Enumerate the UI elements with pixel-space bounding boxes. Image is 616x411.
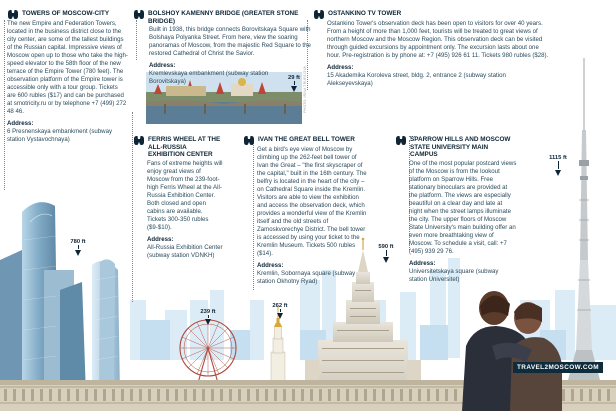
address-label: Address:	[7, 120, 34, 127]
arrow-down-icon	[555, 170, 561, 176]
section-text: The new Empire and Federation Towers, located in the business district close to the city center, are some of the tallest buildings of the Russian capital. Impressive views of Moscow open up to those who take the high-speed elevator to the 58th floor of the new terrace of the Empire Tower (780 feet). The observation platform of the Empire tower is accessible only with a tour group. Tickets are 600 rubles ($17) and can be purchased at smotricity.ru or by telephone +7 (499) 272 48 46.	[7, 20, 128, 115]
railing-baluster	[355, 389, 358, 401]
railing-baluster	[121, 389, 124, 401]
address-label: Address:	[257, 262, 284, 269]
arrow-down-icon	[383, 257, 389, 263]
arrow-down-icon	[291, 86, 297, 92]
railing-baluster	[436, 389, 439, 401]
marker-stem	[78, 245, 79, 249]
railing-baluster	[337, 389, 340, 401]
address-text: Universitetskaya square (subway station Universitet)	[409, 267, 499, 283]
binoculars-icon	[395, 136, 407, 145]
railing-baluster	[310, 389, 313, 401]
railing-baluster	[220, 389, 223, 401]
railing-baluster	[157, 389, 160, 401]
railing-baluster	[238, 389, 241, 401]
marker-stem	[280, 309, 281, 312]
railing-baluster	[130, 389, 133, 401]
railing-baluster	[580, 389, 583, 401]
railing-baluster	[31, 389, 34, 401]
railing-baluster	[301, 389, 304, 401]
marker-stem	[558, 161, 559, 169]
section-title: IVAN THE GREAT BELL TOWER	[258, 136, 355, 143]
railing-baluster	[193, 389, 196, 401]
railing-baluster	[589, 389, 592, 401]
railing-baluster	[229, 389, 232, 401]
address-label: Address:	[149, 62, 176, 70]
railing-baluster	[400, 389, 403, 401]
railing-baluster	[364, 389, 367, 401]
height-label: 262 ft	[272, 303, 288, 309]
railing-baluster	[319, 389, 322, 401]
section-title: OSTANKINO TV TOWER	[328, 10, 402, 17]
railing-baluster	[427, 389, 430, 401]
railing-baluster	[139, 389, 142, 401]
railing-baluster	[22, 389, 25, 401]
photo-credit: PHOTO: IRINA TRUFILOVA	[303, 66, 307, 113]
marker-stem	[386, 250, 387, 256]
railing-baluster	[409, 389, 412, 401]
railing-baluster	[256, 389, 259, 401]
binoculars-icon	[133, 136, 145, 145]
address-text: 6 Presnenskaya embankment (subway station Vystavochnaya)	[7, 128, 113, 143]
section-text: Ostankino Tower's observation deck has been open to visitors for over 40 years. From a height of more than 1,000 feet, tourists will be treated to great views of northern Moscow and the Moscow Region. This observation deck can be visited through guided excursions by appointment only. The excursion lasts about one hour. Pre-registration is by phone at: +7 (495) 926 61 11. Tickets 980 rubles ($28).	[327, 20, 549, 59]
binoculars-icon	[133, 10, 145, 19]
railing-baluster	[571, 389, 574, 401]
railing-baluster	[49, 389, 52, 401]
height-label: 590 ft	[378, 244, 394, 250]
section-text: Get a bird's eye view of Moscow by climbing up the 262-feet bell tower of Ivan the Great – "the first skyscraper of the capital," built in the 16th century. The belfry is located in the heart of the city – on Cathedral Square inside the Kremlin. Visitors are able to view the exhibition and access the observation deck, which provides a wonderful view of the Kremlin itself and the old streets of Zamoskvorechye District. The bell tower is accessed by using your ticket to the Kremlin Museum. Tickets 500 rubles ($14).	[257, 146, 367, 257]
height-marker-bell	[268, 303, 292, 319]
couple-photo	[452, 286, 564, 411]
height-marker-bridge	[282, 75, 306, 92]
moscow-city-towers	[0, 202, 120, 395]
railing-baluster	[598, 389, 601, 401]
height-label: 1115 ft	[549, 155, 567, 161]
connector-line	[4, 20, 5, 190]
address-text: Kremlevskaya embankment (subway station Borovitskaya)	[149, 70, 269, 86]
binoculars-icon	[313, 10, 325, 19]
height-label: 239 ft	[200, 309, 216, 315]
railing-baluster	[607, 389, 610, 401]
section-ostankino	[313, 10, 549, 88]
address-text: Kremlin, Sobornaya square (subway station Okhotny Ryad)	[257, 270, 356, 285]
section-title: SPARROW HILLS AND MOSCOW STATE UNIVERSITY MAIN CAMPUS	[410, 136, 511, 159]
railing-baluster	[274, 389, 277, 401]
section-title: FERRIS WHEEL AT THE ALL-RUSSIA EXHIBITION CENTER	[148, 136, 221, 159]
height-marker-mgu	[374, 244, 398, 263]
railing-baluster	[94, 389, 97, 401]
arrow-down-icon	[75, 250, 81, 256]
railing-baluster	[346, 389, 349, 401]
binoculars-icon	[243, 136, 255, 145]
section-text: Built in 1938, this bridge connects Borovitskaya Square with Bolshaya Polyanka Street. From here, view the soaring panoramas of Moscow, from the majestic Red Square to the restored Cathedral of Christ the Savior.	[149, 26, 311, 58]
ferris-wheel	[180, 320, 236, 390]
railing-baluster	[103, 389, 106, 401]
railing-baluster	[175, 389, 178, 401]
railing-baluster	[211, 389, 214, 401]
railing-baluster	[76, 389, 79, 401]
marker-stem	[294, 81, 295, 85]
arrow-down-icon	[277, 313, 283, 319]
railing-baluster	[58, 389, 61, 401]
railing-baluster	[247, 389, 250, 401]
section-text: One of the most popular postcard views of the Moscow is from the lookout platform on Sparrow Hills. Free stationary binoculars are provided at the platform. The views are especially beautiful on a clear day and late at night when the street lamps illuminate the city. The upper floors of Moscow State University's main building offer an even more breathtaking view of Moscow. To schedule a visit, call: +7 (495) 939 29 76.	[409, 159, 517, 255]
height-label: 780 ft	[70, 239, 86, 245]
railing-baluster	[373, 389, 376, 401]
railing-baluster	[292, 389, 295, 401]
section-title: TOWERS OF MOSCOW-CITY	[22, 10, 110, 17]
height-marker-wheel	[196, 309, 220, 325]
brand-label: TRAVEL2MOSCOW.COM	[513, 362, 603, 373]
section-text: Fans of extreme heights will enjoy great views of Moscow from the 239-foot-high Ferris Wheel at the All-Russia Exhibition Center. Both closed and open cabins are available. Tickets 300-350 rubles ($9-$10).	[147, 159, 223, 231]
binoculars-icon	[7, 10, 19, 19]
arrow-down-icon	[205, 319, 211, 325]
section-ferris-wheel	[133, 136, 223, 260]
address-label: Address:	[409, 259, 436, 267]
address-text: 15 Akademika Koroleva street, bldg. 2, entrance 2 (subway station Alekseyevskaya)	[327, 72, 506, 87]
railing-baluster	[166, 389, 169, 401]
height-marker-moscow-city	[66, 239, 90, 256]
marker-stem	[208, 315, 209, 318]
railing-baluster	[202, 389, 205, 401]
railing-baluster	[418, 389, 421, 401]
railing-baluster	[283, 389, 286, 401]
address-text: All-Russia Exhibition Center (subway station VDNKH)	[147, 243, 223, 259]
railing-baluster	[67, 389, 70, 401]
section-bell-tower	[243, 136, 369, 286]
section-title: BOLSHOY KAMENNY BRIDGE (GREATER STONE BRIDGE)	[148, 10, 299, 25]
section-moscow-city	[7, 10, 128, 144]
railing-baluster	[265, 389, 268, 401]
railing-baluster	[85, 389, 88, 401]
railing-baluster	[184, 389, 187, 401]
railing-baluster	[328, 389, 331, 401]
section-sparrow-hills	[395, 136, 517, 284]
railing-baluster	[445, 389, 448, 401]
railing-baluster	[13, 389, 16, 401]
railing-baluster	[4, 389, 7, 401]
railing-baluster	[391, 389, 394, 401]
railing-baluster	[382, 389, 385, 401]
height-label: 29 ft	[288, 75, 300, 81]
railing-baluster	[112, 389, 115, 401]
address-label: Address:	[147, 235, 174, 243]
height-marker-ostankino	[546, 155, 570, 176]
railing-baluster	[148, 389, 151, 401]
address-label: Address:	[327, 64, 354, 71]
railing-baluster	[40, 389, 43, 401]
